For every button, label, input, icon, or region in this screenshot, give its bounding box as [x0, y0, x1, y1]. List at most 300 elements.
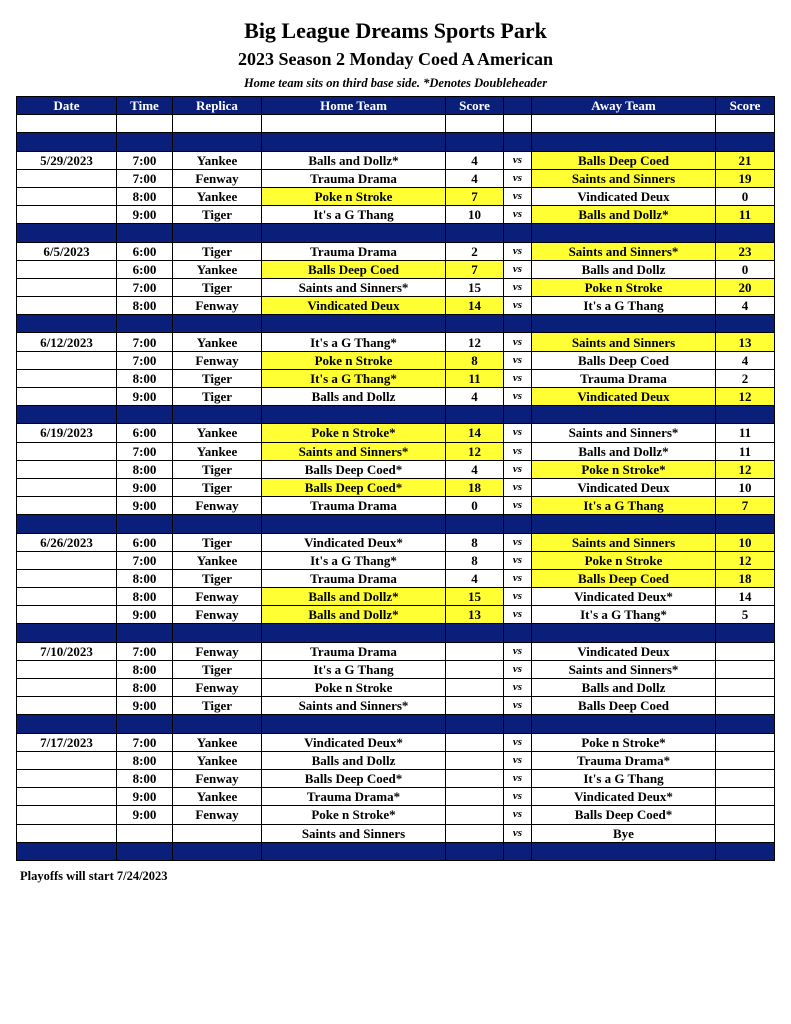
separator-cell [17, 315, 117, 333]
separator-cell [117, 315, 173, 333]
home-team: Balls and Dollz [262, 388, 446, 406]
game-date [17, 478, 117, 496]
blank-cell [504, 115, 532, 133]
vs-label: vs [504, 351, 532, 369]
away-team: Vindicated Deux* [532, 588, 716, 606]
separator-cell [716, 842, 775, 860]
home-team: Balls Deep Coed [262, 260, 446, 278]
away-team: Vindicated Deux [532, 187, 716, 205]
home-team: Balls Deep Coed* [262, 478, 446, 496]
separator-cell [532, 842, 716, 860]
week-separator [17, 406, 775, 424]
separator-cell [173, 624, 262, 642]
vs-label: vs [504, 824, 532, 842]
blank-cell [17, 115, 117, 133]
away-team: Trauma Drama* [532, 751, 716, 769]
away-score: 0 [716, 187, 775, 205]
col-away-score: Score [716, 97, 775, 115]
away-team: Balls and Dollz* [532, 442, 716, 460]
game-time: 8:00 [117, 588, 173, 606]
game-date [17, 460, 117, 478]
separator-cell [17, 715, 117, 733]
away-score [716, 806, 775, 824]
separator-cell [716, 224, 775, 242]
away-team: Saints and Sinners* [532, 660, 716, 678]
away-team: Vindicated Deux [532, 478, 716, 496]
separator-cell [532, 715, 716, 733]
playoffs-note: Playoffs will start 7/24/2023 [20, 869, 168, 883]
separator-cell [17, 224, 117, 242]
away-score: 21 [716, 151, 775, 169]
game-date [17, 788, 117, 806]
game-time: 8:00 [117, 369, 173, 387]
vs-label: vs [504, 242, 532, 260]
separator-cell [532, 315, 716, 333]
game-time: 7:00 [117, 151, 173, 169]
game-row [17, 424, 775, 442]
game-time: 8:00 [117, 569, 173, 587]
separator-cell [17, 842, 117, 860]
separator-cell [117, 842, 173, 860]
home-score: 0 [446, 497, 504, 515]
away-score [716, 751, 775, 769]
home-score: 18 [446, 478, 504, 496]
home-team: Balls and Dollz* [262, 606, 446, 624]
game-time: 6:00 [117, 424, 173, 442]
vs-label: vs [504, 788, 532, 806]
home-score: 4 [446, 151, 504, 169]
game-row [17, 606, 775, 624]
separator-cell [173, 406, 262, 424]
home-score: 7 [446, 260, 504, 278]
game-replica: Tiger [173, 697, 262, 715]
game-replica: Yankee [173, 333, 262, 351]
game-row [17, 660, 775, 678]
separator-cell [262, 715, 446, 733]
home-team: Vindicated Deux [262, 297, 446, 315]
home-score [446, 733, 504, 751]
away-team: Balls Deep Coed* [532, 806, 716, 824]
home-team: It's a G Thang [262, 206, 446, 224]
home-score: 2 [446, 242, 504, 260]
game-time: 7:00 [117, 733, 173, 751]
game-row [17, 551, 775, 569]
game-row [17, 169, 775, 187]
game-replica: Tiger [173, 460, 262, 478]
game-time: 7:00 [117, 551, 173, 569]
game-time: 7:00 [117, 642, 173, 660]
vs-label: vs [504, 660, 532, 678]
game-replica: Tiger [173, 278, 262, 296]
home-score: 7 [446, 187, 504, 205]
vs-label: vs [504, 388, 532, 406]
separator-cell [17, 133, 117, 151]
game-date [17, 260, 117, 278]
game-replica: Fenway [173, 297, 262, 315]
home-score: 10 [446, 206, 504, 224]
game-date [17, 751, 117, 769]
game-row [17, 297, 775, 315]
away-team: Trauma Drama [532, 369, 716, 387]
away-team: Vindicated Deux [532, 388, 716, 406]
game-row [17, 460, 775, 478]
home-score: 8 [446, 551, 504, 569]
separator-cell [716, 133, 775, 151]
home-team: It's a G Thang* [262, 369, 446, 387]
away-team: It's a G Thang [532, 769, 716, 787]
blank-row [17, 115, 775, 133]
away-score [716, 697, 775, 715]
game-time: 9:00 [117, 697, 173, 715]
game-row [17, 533, 775, 551]
separator-cell [262, 515, 446, 533]
game-time: 7:00 [117, 351, 173, 369]
game-date [17, 497, 117, 515]
away-team: Balls and Dollz* [532, 206, 716, 224]
game-date [17, 806, 117, 824]
separator-cell [117, 715, 173, 733]
home-team: Poke n Stroke [262, 351, 446, 369]
separator-cell [262, 133, 446, 151]
away-team: Poke n Stroke* [532, 733, 716, 751]
separator-cell [173, 133, 262, 151]
blank-cell [532, 115, 716, 133]
home-score: 14 [446, 424, 504, 442]
game-replica: Yankee [173, 260, 262, 278]
week-separator [17, 224, 775, 242]
game-replica: Tiger [173, 242, 262, 260]
game-row [17, 388, 775, 406]
away-team: Poke n Stroke [532, 278, 716, 296]
separator-cell [173, 715, 262, 733]
home-score [446, 751, 504, 769]
away-score: 12 [716, 551, 775, 569]
col-vs [504, 97, 532, 115]
away-team: Balls Deep Coed [532, 697, 716, 715]
away-score: 10 [716, 478, 775, 496]
separator-cell [504, 515, 532, 533]
vs-label: vs [504, 606, 532, 624]
home-team: Saints and Sinners* [262, 278, 446, 296]
home-team: Vindicated Deux* [262, 533, 446, 551]
game-date [17, 551, 117, 569]
home-team: Trauma Drama [262, 569, 446, 587]
col-replica: Replica [173, 97, 262, 115]
game-time: 9:00 [117, 788, 173, 806]
blank-cell [716, 115, 775, 133]
game-replica: Fenway [173, 606, 262, 624]
game-replica: Yankee [173, 442, 262, 460]
game-row [17, 478, 775, 496]
game-date [17, 569, 117, 587]
away-team: It's a G Thang [532, 497, 716, 515]
separator-cell [716, 624, 775, 642]
separator-cell [446, 842, 504, 860]
vs-label: vs [504, 551, 532, 569]
game-replica: Yankee [173, 788, 262, 806]
vs-label: vs [504, 697, 532, 715]
col-home-score: Score [446, 97, 504, 115]
home-team: Saints and Sinners* [262, 697, 446, 715]
game-time [117, 824, 173, 842]
away-team: It's a G Thang* [532, 606, 716, 624]
blank-cell [117, 115, 173, 133]
game-replica: Tiger [173, 206, 262, 224]
game-date [17, 588, 117, 606]
separator-cell [446, 515, 504, 533]
separator-cell [262, 624, 446, 642]
separator-cell [504, 224, 532, 242]
away-score: 4 [716, 351, 775, 369]
game-replica: Tiger [173, 388, 262, 406]
away-score: 0 [716, 260, 775, 278]
game-time: 9:00 [117, 806, 173, 824]
away-team: Saints and Sinners [532, 533, 716, 551]
away-score [716, 733, 775, 751]
away-team: Vindicated Deux* [532, 788, 716, 806]
game-row [17, 824, 775, 842]
game-row [17, 497, 775, 515]
separator-cell [504, 315, 532, 333]
week-separator [17, 624, 775, 642]
home-score [446, 642, 504, 660]
home-score: 12 [446, 442, 504, 460]
game-date [17, 388, 117, 406]
home-team: Balls and Dollz [262, 751, 446, 769]
away-score: 12 [716, 460, 775, 478]
separator-cell [262, 842, 446, 860]
away-team: Poke n Stroke [532, 551, 716, 569]
home-team: Trauma Drama [262, 642, 446, 660]
week-separator [17, 715, 775, 733]
away-score: 13 [716, 333, 775, 351]
away-score: 11 [716, 442, 775, 460]
game-row [17, 187, 775, 205]
vs-label: vs [504, 588, 532, 606]
away-score [716, 679, 775, 697]
separator-cell [716, 406, 775, 424]
away-team: Balls Deep Coed [532, 569, 716, 587]
game-replica: Fenway [173, 588, 262, 606]
col-date: Date [17, 97, 117, 115]
home-score: 14 [446, 297, 504, 315]
separator-cell [504, 715, 532, 733]
col-home-team: Home Team [262, 97, 446, 115]
vs-label: vs [504, 806, 532, 824]
game-replica: Fenway [173, 679, 262, 697]
header-row [17, 97, 775, 115]
game-date: 7/10/2023 [17, 642, 117, 660]
away-score: 23 [716, 242, 775, 260]
separator-cell [173, 224, 262, 242]
game-row [17, 260, 775, 278]
separator-cell [716, 515, 775, 533]
away-team: Saints and Sinners [532, 333, 716, 351]
game-replica: Tiger [173, 533, 262, 551]
game-date: 6/12/2023 [17, 333, 117, 351]
separator-cell [504, 406, 532, 424]
home-team: Balls Deep Coed* [262, 460, 446, 478]
game-time: 8:00 [117, 679, 173, 697]
game-row [17, 642, 775, 660]
separator-cell [262, 224, 446, 242]
away-score: 19 [716, 169, 775, 187]
game-time: 9:00 [117, 206, 173, 224]
separator-cell [173, 515, 262, 533]
vs-label: vs [504, 533, 532, 551]
away-score: 2 [716, 369, 775, 387]
vs-label: vs [504, 769, 532, 787]
game-row [17, 333, 775, 351]
blank-cell [173, 115, 262, 133]
vs-label: vs [504, 278, 532, 296]
game-time: 9:00 [117, 388, 173, 406]
separator-cell [117, 515, 173, 533]
game-replica: Yankee [173, 151, 262, 169]
away-team: Bye [532, 824, 716, 842]
game-replica: Tiger [173, 478, 262, 496]
separator-cell [446, 624, 504, 642]
vs-label: vs [504, 369, 532, 387]
game-time: 8:00 [117, 769, 173, 787]
game-date: 7/17/2023 [17, 733, 117, 751]
game-date [17, 351, 117, 369]
home-team: Saints and Sinners* [262, 442, 446, 460]
week-separator [17, 515, 775, 533]
game-replica: Tiger [173, 569, 262, 587]
game-replica [173, 824, 262, 842]
separator-cell [117, 624, 173, 642]
game-row [17, 369, 775, 387]
game-time: 8:00 [117, 297, 173, 315]
game-date [17, 824, 117, 842]
game-date: 6/5/2023 [17, 242, 117, 260]
game-replica: Yankee [173, 751, 262, 769]
header-note: Home team sits on third base side. *Denotes Doubleheader [243, 76, 548, 90]
vs-label: vs [504, 679, 532, 697]
vs-label: vs [504, 260, 532, 278]
game-time: 8:00 [117, 460, 173, 478]
game-row [17, 206, 775, 224]
game-row [17, 788, 775, 806]
home-score [446, 697, 504, 715]
game-date [17, 679, 117, 697]
game-replica: Fenway [173, 351, 262, 369]
game-row [17, 697, 775, 715]
home-team: It's a G Thang* [262, 551, 446, 569]
game-time: 7:00 [117, 278, 173, 296]
game-replica: Fenway [173, 642, 262, 660]
vs-label: vs [504, 460, 532, 478]
home-score: 15 [446, 278, 504, 296]
game-row [17, 588, 775, 606]
separator-cell [532, 133, 716, 151]
home-team: Vindicated Deux* [262, 733, 446, 751]
away-score [716, 642, 775, 660]
home-score: 12 [446, 333, 504, 351]
home-score: 8 [446, 533, 504, 551]
vs-label: vs [504, 333, 532, 351]
vs-label: vs [504, 424, 532, 442]
separator-cell [17, 515, 117, 533]
home-team: It's a G Thang [262, 660, 446, 678]
away-score [716, 824, 775, 842]
home-score [446, 788, 504, 806]
page-title: Big League Dreams Sports Park [244, 18, 547, 43]
separator-cell [17, 624, 117, 642]
separator-cell [716, 715, 775, 733]
game-time: 8:00 [117, 187, 173, 205]
game-date [17, 697, 117, 715]
page-subtitle: 2023 Season 2 Monday Coed A American [237, 49, 554, 69]
away-score: 14 [716, 588, 775, 606]
away-team: Poke n Stroke* [532, 460, 716, 478]
game-row [17, 242, 775, 260]
home-team: It's a G Thang* [262, 333, 446, 351]
away-score [716, 788, 775, 806]
col-away-team: Away Team [532, 97, 716, 115]
vs-label: vs [504, 497, 532, 515]
away-team: Saints and Sinners* [532, 424, 716, 442]
game-time: 6:00 [117, 242, 173, 260]
vs-label: vs [504, 297, 532, 315]
separator-cell [173, 315, 262, 333]
separator-cell [17, 406, 117, 424]
away-team: Vindicated Deux [532, 642, 716, 660]
home-score: 4 [446, 460, 504, 478]
separator-cell [446, 406, 504, 424]
game-time: 9:00 [117, 497, 173, 515]
home-team: Trauma Drama [262, 169, 446, 187]
game-row [17, 442, 775, 460]
separator-cell [446, 315, 504, 333]
game-time: 6:00 [117, 533, 173, 551]
home-score: 4 [446, 388, 504, 406]
vs-label: vs [504, 169, 532, 187]
game-row [17, 751, 775, 769]
game-date [17, 297, 117, 315]
away-team: Balls Deep Coed [532, 151, 716, 169]
away-score: 12 [716, 388, 775, 406]
game-replica: Yankee [173, 733, 262, 751]
away-score: 10 [716, 533, 775, 551]
week-separator [17, 842, 775, 860]
vs-label: vs [504, 206, 532, 224]
game-date [17, 169, 117, 187]
separator-cell [532, 406, 716, 424]
home-team: Poke n Stroke [262, 187, 446, 205]
away-team: Saints and Sinners [532, 169, 716, 187]
home-team: Trauma Drama [262, 242, 446, 260]
away-team: Balls and Dollz [532, 679, 716, 697]
game-time: 8:00 [117, 660, 173, 678]
game-date: 6/19/2023 [17, 424, 117, 442]
away-team: It's a G Thang [532, 297, 716, 315]
separator-cell [117, 133, 173, 151]
vs-label: vs [504, 733, 532, 751]
separator-cell [532, 515, 716, 533]
blank-cell [262, 115, 446, 133]
away-score: 11 [716, 424, 775, 442]
separator-cell [446, 133, 504, 151]
game-replica: Tiger [173, 369, 262, 387]
vs-label: vs [504, 151, 532, 169]
home-team: Saints and Sinners [262, 824, 446, 842]
game-replica: Fenway [173, 769, 262, 787]
away-score: 5 [716, 606, 775, 624]
separator-cell [446, 224, 504, 242]
game-time: 8:00 [117, 751, 173, 769]
